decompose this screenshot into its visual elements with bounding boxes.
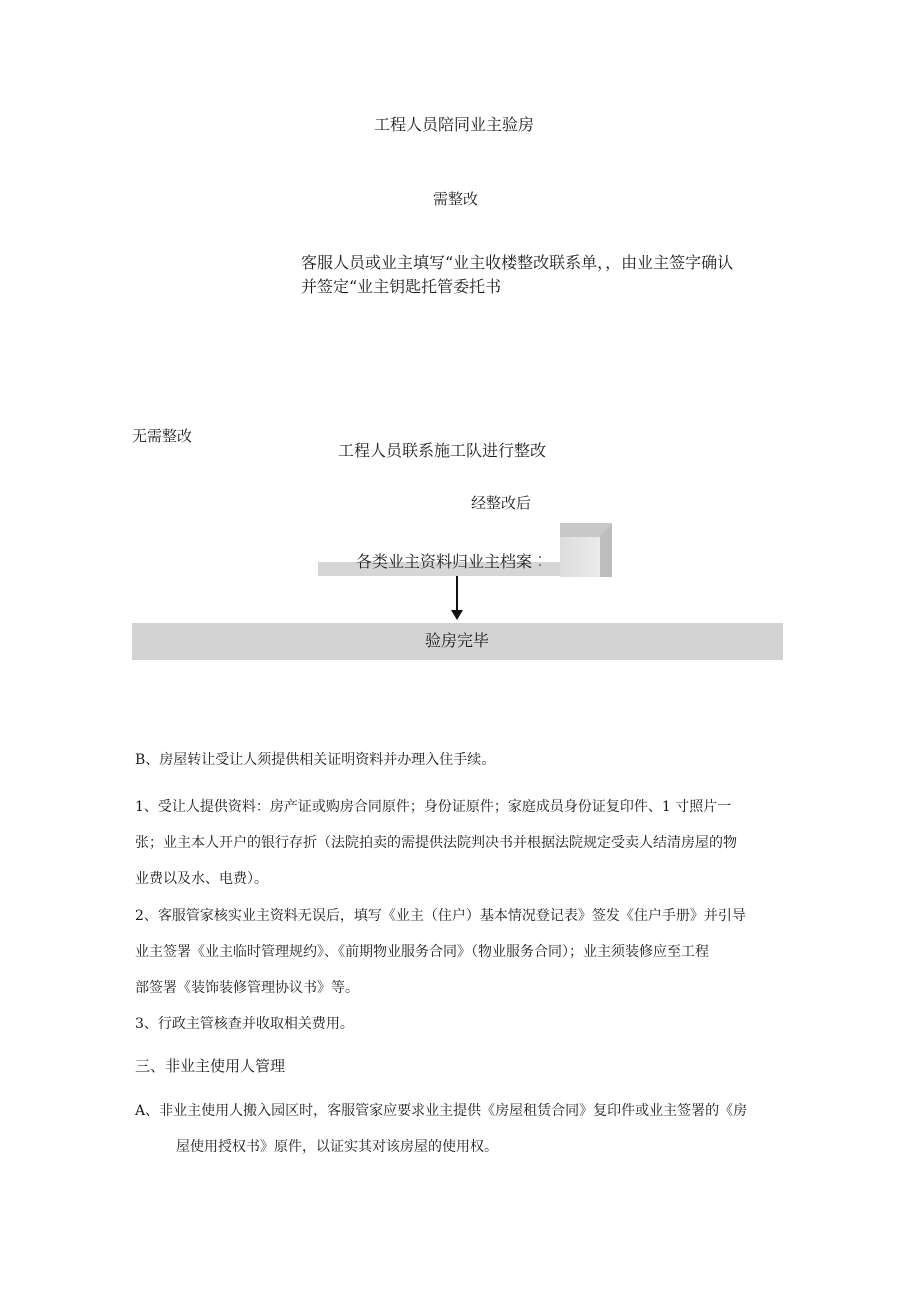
section-b-item1-line3: 业费以及水、电费）。 (135, 871, 268, 887)
step-finish: 验房完毕 (425, 631, 490, 650)
archive-box-front (560, 537, 600, 577)
arrow-down-line (456, 576, 458, 612)
section-b-item1-line1: 1、受让人提供资料：房产证或购房合同原件；身份证原件；家庭成员身份证复印件、1 寸照片一 (135, 799, 732, 815)
step-accompany-inspection: 工程人员陪同业主验房 (374, 115, 535, 134)
label-need-rectify: 需整改 (433, 190, 479, 208)
label-no-rectify: 无需整改 (132, 427, 193, 445)
step-archive-tail: ∶ (532, 552, 549, 571)
section-b-item2-line2: 业主签署《业主临时管理规约》、《前期物业服务合同》（物业服务合同）；业主须装修应至工程 (135, 944, 709, 960)
section-3-heading: 三、非业主使用人管理 (135, 1057, 286, 1075)
arrow-down-icon (451, 610, 463, 620)
step-fill-form-line1: 客服人员或业主填写“业主收楼整改联系单，，由业主签字确认 (301, 253, 734, 272)
section-b-item1-line2: 张；业主本人开户的银行存折（法院拍卖的需提供法院判决书并根据法院规定受卖人结清房屋的物 (135, 835, 737, 851)
section-b-item2-line3: 部签署《装饰装修管理协议书》等。 (135, 980, 359, 996)
step-fill-form-line2: 并签定“业主钥匙托管委托书 (301, 277, 502, 296)
step-archive-text: 各类业主资料归业主档案 (356, 552, 533, 571)
step-contact-team: 工程人员联系施工队进行整改 (338, 441, 547, 460)
section-b-heading: B、房屋转让受让人须提供相关证明资料并办理入住手续。 (135, 752, 496, 768)
section-3-itemA-line2: 屋使用授权书》原件，以证实其对该房屋的使用权。 (176, 1139, 498, 1155)
section-b-item3: 3、行政主管核查并收取相关费用。 (135, 1016, 354, 1032)
section-b-item2-line1: 2、客服管家核实业主资料无误后，填写《业主（住户）基本情况登记表》签发《住户手册》并引导 (135, 908, 746, 924)
step-archive (356, 549, 548, 572)
section-3-itemA-line1: A、非业主使用人搬入园区时，客服管家应要求业主提供《房屋租赁合同》复印件或业主签署的《房 (135, 1103, 748, 1119)
label-after-rectify: 经整改后 (471, 494, 532, 512)
